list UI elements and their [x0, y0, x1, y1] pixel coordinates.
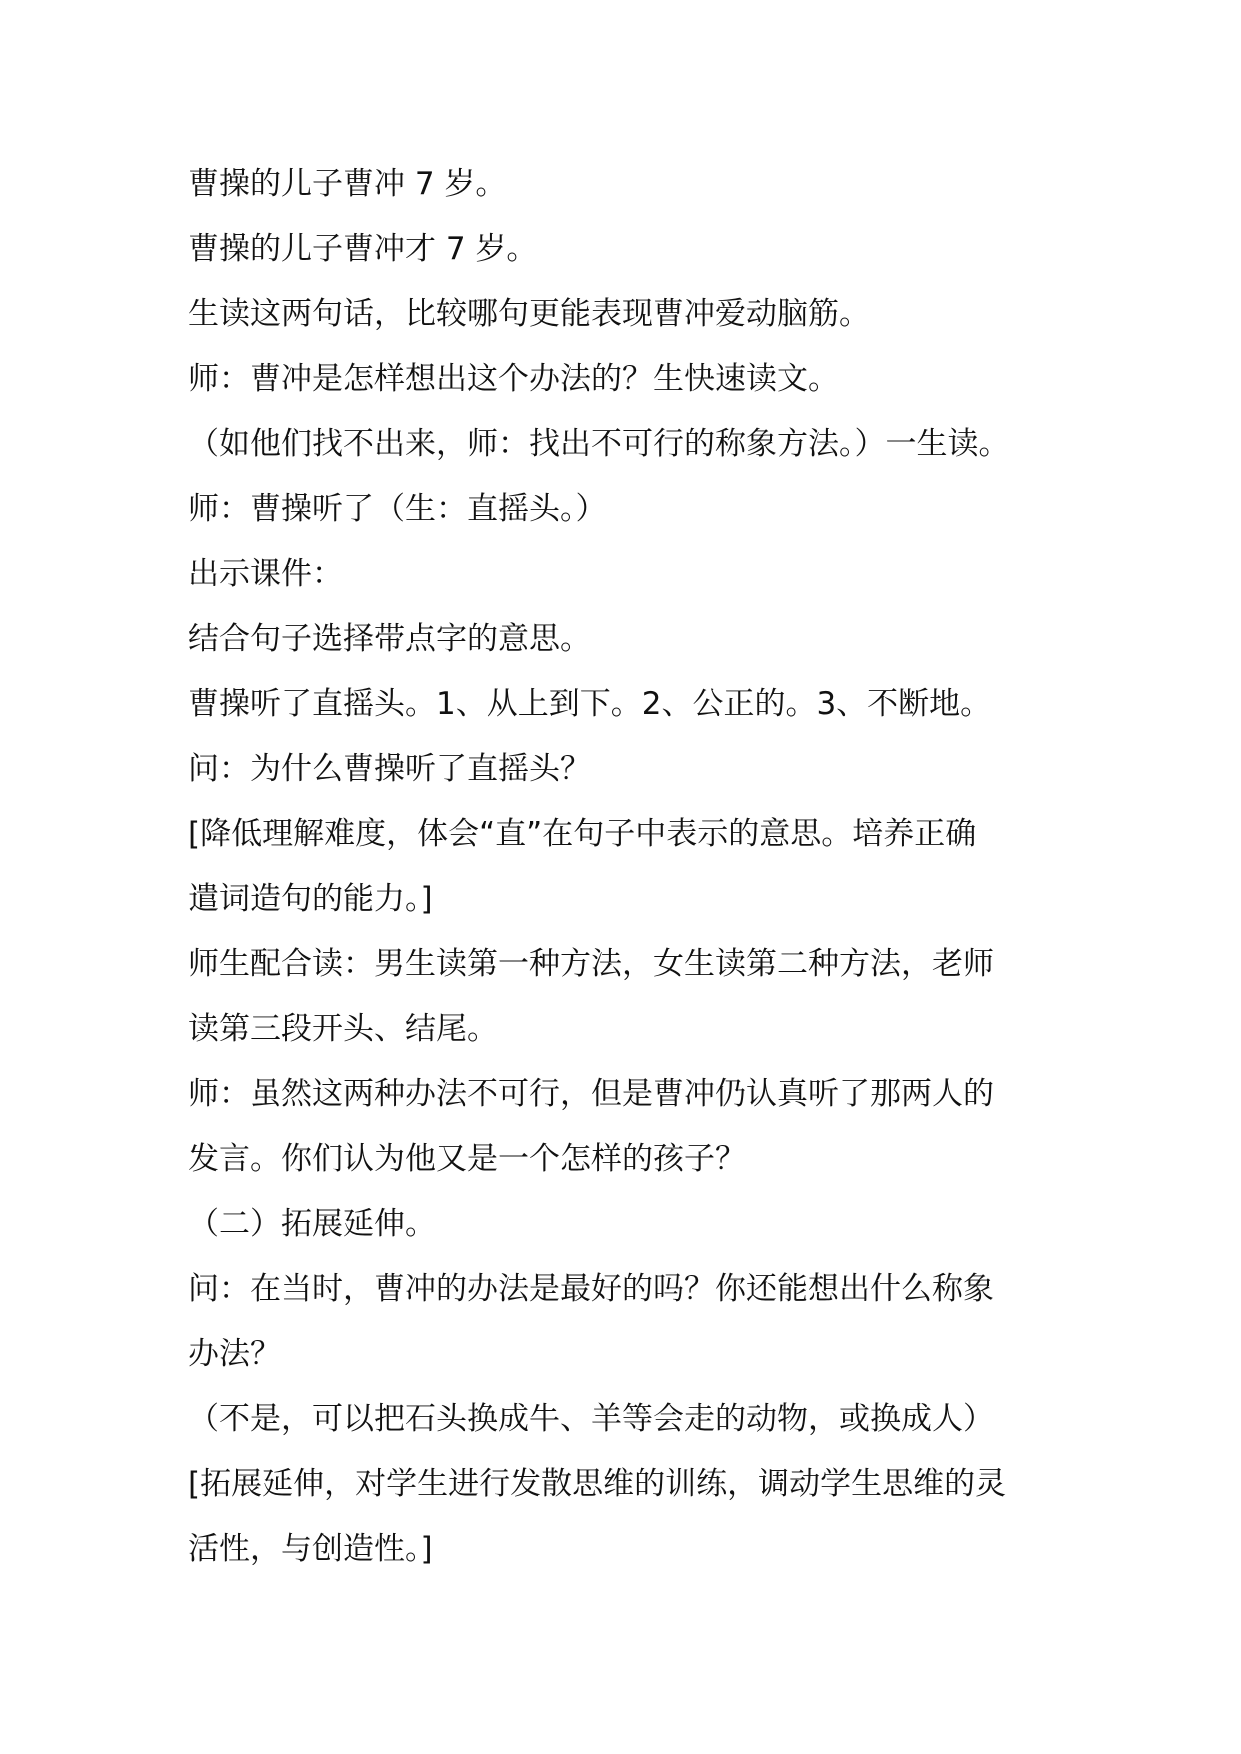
text-line: 办法？ — [188, 1336, 281, 1372]
document-body — [188, 152, 1068, 1582]
text-line: 曹操的儿子曹冲才 7 岁。 — [188, 231, 538, 267]
text-line: （不是，可以把石头换成牛、羊等会走的动物，或换成人） — [188, 1401, 994, 1437]
text-line: [拓展延伸，对学生进行发散思维的训练，调动学生思维的灵 — [188, 1466, 1007, 1502]
text-line: 师生配合读：男生读第一种方法，女生读第二种方法，老师 — [188, 946, 994, 982]
text-line: 遣词造句的能力。] — [188, 881, 433, 917]
text-line: 结合句子选择带点字的意思。 — [188, 621, 591, 657]
text-line: 曹操听了直摇头。1、从上到下。2、公正的。3、不断地。 — [188, 686, 992, 722]
text-line: 发言。你们认为他又是一个怎样的孩子？ — [188, 1141, 746, 1177]
text-line: 师：虽然这两种办法不可行，但是曹冲仍认真听了那两人的 — [188, 1076, 994, 1112]
text-line: 生读这两句话，比较哪句更能表现曹冲爱动脑筋。 — [188, 296, 870, 332]
text-line: 师：曹冲是怎样想出这个办法的？生快速读文。 — [188, 361, 839, 397]
text-line: 师：曹操听了（生：直摇头。） — [188, 491, 607, 527]
text-line: 出示课件： — [188, 556, 343, 592]
text-line: （如他们找不出来，师：找出不可行的称象方法。）一生读。 — [188, 426, 1010, 462]
text-line: （二）拓展延伸。 — [188, 1206, 436, 1242]
text-line: 活性，与创造性。] — [188, 1531, 433, 1567]
text-line: [降低理解难度，体会“直”在句子中表示的意思。培养正确 — [188, 816, 977, 852]
text-line: 问：在当时，曹冲的办法是最好的吗？你还能想出什么称象 — [188, 1271, 994, 1307]
text-line: 问：为什么曹操听了直摇头？ — [188, 751, 591, 787]
text-line: 读第三段开头、结尾。 — [188, 1011, 498, 1047]
text-line: 曹操的儿子曹冲 7 岁。 — [188, 166, 507, 202]
